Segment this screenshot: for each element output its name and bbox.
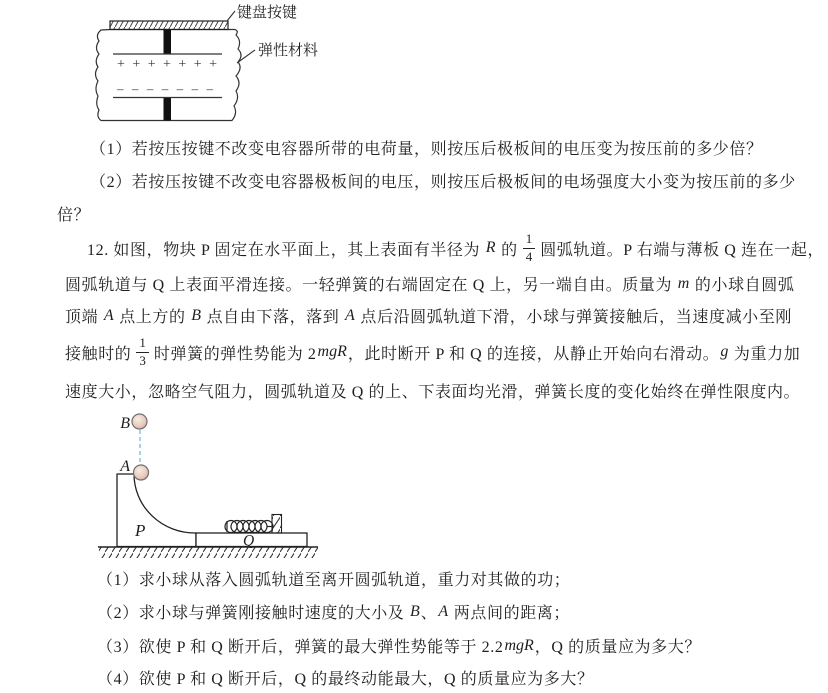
spring — [225, 521, 273, 533]
text-run: 两点间的距离； — [449, 605, 570, 622]
text-run: （1）求小球从落入圆弧轨道至离开圆弧轨道，重力对其做的功； — [97, 572, 571, 589]
text-run: 接触时的 — [65, 345, 132, 363]
lower-conductor-stud — [164, 98, 172, 121]
negative-charges-row: – – – – – – – — [117, 81, 213, 96]
question-top-2-continuation — [57, 202, 90, 225]
text-run: 的小球自圆弧 — [690, 277, 795, 294]
text-run: （2）若按压按键不改变电容器极板间的电压，则按压后极板间的电场强度大小变为按压前的多少 — [90, 174, 796, 191]
stacked-fraction: $\frac{1}{4}$ — [523, 232, 536, 265]
label-B: B — [120, 415, 130, 432]
question-bottom-1 — [97, 567, 570, 590]
keycap-bar — [110, 21, 228, 30]
text-run: 点上方的 — [114, 309, 191, 326]
positive-charges-row: + + + + + + + — [117, 57, 217, 72]
problem12-line-2 — [65, 272, 794, 295]
math-variable: m — [677, 274, 690, 292]
math-variable: mgR — [317, 343, 347, 360]
ball-at-A — [134, 465, 149, 480]
keyboard-capacitor-figure — [88, 0, 338, 132]
ground-hatching — [99, 547, 318, 558]
text-run: 倍？ — [57, 207, 91, 224]
keycap-label: 键盘按键 — [237, 5, 298, 21]
label-P: P — [135, 521, 146, 540]
text-run: 的 — [496, 241, 518, 259]
math-variable: B — [410, 602, 420, 620]
math-variable: R — [485, 239, 496, 256]
text-run: 为重力加 — [729, 345, 801, 363]
block-P-quarter-arc — [117, 474, 196, 547]
math-variable: A — [438, 602, 449, 620]
text-run: 圆弧轨道与 Q 上表面平滑连接。一轻弹簧的右端固定在 Q 上，另一端自由。质量为 — [65, 277, 677, 294]
text-run: 顶端 — [65, 309, 103, 326]
text-run: 速度大小，忽略空气阻力，圆弧轨道及 Q 的上、下表面均光滑，弹簧长度的变化始终在弹性限度内。 — [65, 384, 801, 401]
text-run: 时弹簧的弹性势能为 2 — [153, 345, 317, 363]
question-top-1 — [90, 136, 763, 159]
math-variable: B — [191, 306, 201, 324]
stacked-fraction: $\frac{1}{3}$ — [136, 336, 149, 369]
problem12-line-4 — [65, 334, 800, 370]
spring-anchor-block — [272, 515, 282, 534]
question-bottom-2 — [97, 600, 570, 623]
label-A: A — [120, 458, 130, 475]
upper-conductor-stud — [164, 30, 172, 55]
keycap-leader-line — [227, 11, 235, 21]
math-variable: A — [103, 306, 114, 324]
text-run: 、 — [420, 605, 438, 622]
math-variable: A — [345, 306, 355, 324]
question-bottom-4 — [97, 666, 594, 689]
problem12-line-3 — [65, 304, 792, 327]
text-run: （3）欲使 P 和 Q 断开后，弹簧的最大弹性势能等于 2.2 — [97, 639, 504, 656]
text-run: 点后沿圆弧轨道下滑，小球与弹簧接触后，当速度减小至刚 — [355, 309, 792, 326]
text-run: ，此时断开 P 和 Q 的连接，从静止开始向右滑动。 — [347, 345, 720, 363]
problem12-line-1 — [87, 230, 824, 266]
problem12-line-5 — [65, 379, 800, 402]
label-Q: Q — [243, 532, 255, 550]
text-run: ，Q 的质量应为多大？ — [534, 639, 701, 656]
text-run: （2）求小球与弹簧刚接触时速度的大小及 — [97, 605, 410, 622]
text-run: 点自由下落，落到 — [201, 309, 344, 326]
text-run: （4）欲使 P 和 Q 断开后，Q 的最终动能最大，Q 的质量应为多大？ — [97, 671, 594, 688]
question-bottom-3 — [97, 634, 701, 657]
track-spring-figure — [95, 405, 325, 567]
elastic-material-label: 弹性材料 — [258, 43, 319, 59]
text-run: 12. 如图，物块 P 固定在水平面上，其上表面有半径为 — [87, 241, 485, 259]
math-variable: mgR — [504, 636, 534, 654]
ball-at-B — [132, 414, 147, 429]
text-run: 圆弧轨道。P 右端与薄板 Q 连在一起， — [540, 241, 825, 259]
text-run: （1）若按压按键不改变电容器所带的电荷量，则按压后极板间的电压变为按压前的多少倍？ — [90, 141, 763, 158]
math-variable: g — [720, 343, 729, 360]
question-top-2 — [90, 169, 796, 192]
